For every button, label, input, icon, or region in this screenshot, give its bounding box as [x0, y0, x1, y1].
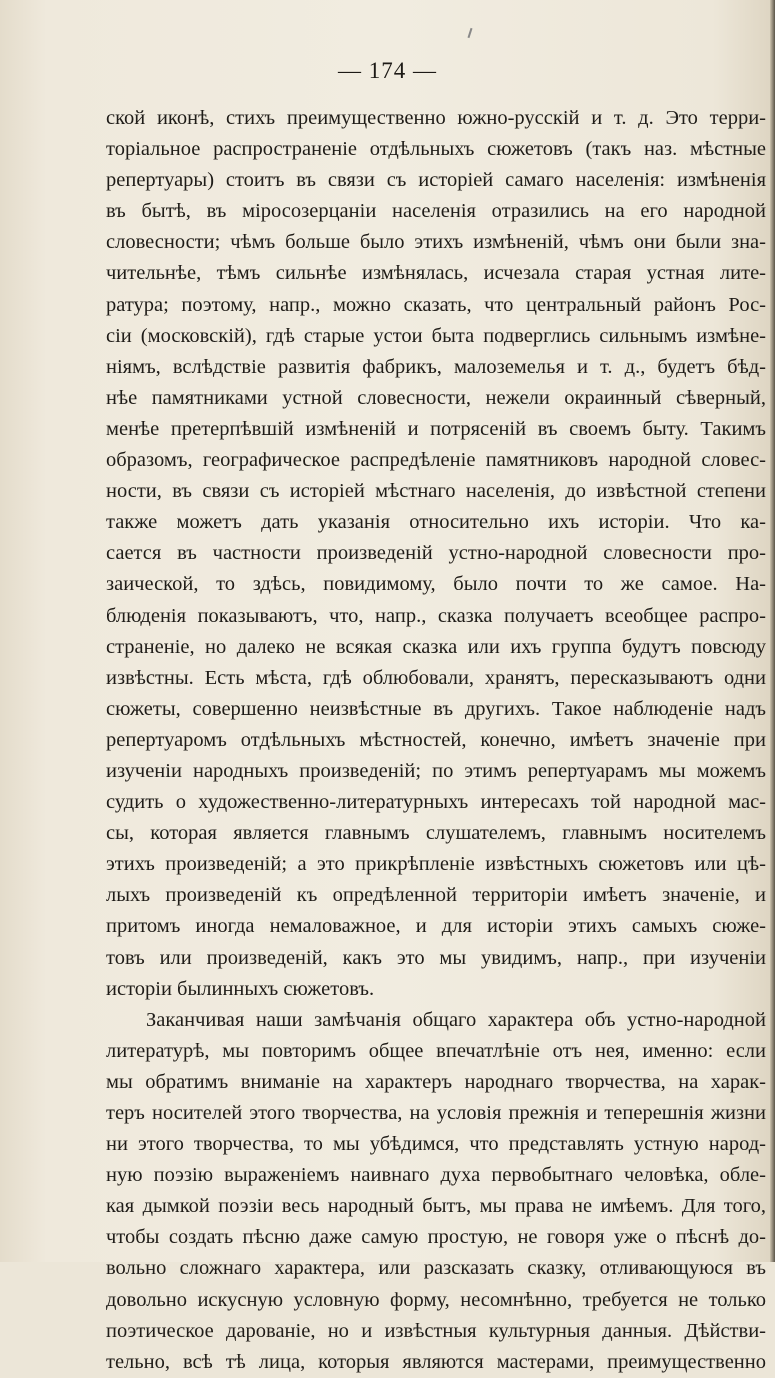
- text-line: мы обратимъ вниманіе на характеръ народнаго творчества, на харак-: [106, 1070, 766, 1093]
- text-line: блюденія показываютъ, что, напр., сказка получаетъ всеобщее распро-: [106, 604, 766, 627]
- text-line: ную поэзію выраженіемъ наивнаго духа первобытнаго человѣка, обле-: [106, 1164, 766, 1187]
- text-line: также можетъ дать указанія относительно ихъ исторіи. Что ка-: [106, 511, 766, 534]
- page-number: — 174 —: [338, 58, 437, 83]
- text-line: ни этого творчества, то мы убѣдимся, что представлять устную народ-: [106, 1133, 766, 1156]
- body-text: [106, 103, 766, 1378]
- text-line: сіи (московскій), гдѣ старые устои быта подверглись сильнымъ измѣне-: [106, 324, 766, 347]
- text-line: менѣе претерпѣвшій измѣненій и потрясеній въ своемъ быту. Такимъ: [106, 417, 766, 440]
- text-line: въ бытѣ, въ міросозерцаніи населенія отразились на его народной: [106, 200, 766, 223]
- text-line: поэтическое дарованіе, но и извѣстныя культурныя данныя. Дѣйстви-: [106, 1319, 766, 1342]
- text-line: репертуаромъ отдѣльныхъ мѣстностей, конечно, имѣетъ значеніе при: [106, 728, 766, 751]
- text-line: этихъ произведеній; а это прикрѣпленіе извѣстныхъ сюжетовъ или цѣ-: [106, 853, 766, 876]
- paragraph-end-line: исторіи былинныхъ сюжетовъ.: [106, 977, 375, 1000]
- text-line: чительнѣе, тѣмъ сильнѣе измѣнялась, исчезала старая устная лите-: [106, 262, 766, 285]
- text-line: тельно, всѣ тѣ лица, которыя являются мастерами, преимущественно: [106, 1350, 766, 1373]
- text-line: лыхъ произведеній къ опредѣленной территоріи имѣетъ значеніе, и: [106, 884, 766, 907]
- text-line: ской иконѣ, стихъ преимущественно южно-русскій и т. д. Это терри-: [106, 107, 766, 129]
- text-line: довольно искусную условную форму, несомнѣнно, требуется не только: [106, 1288, 766, 1311]
- text-line: сюжеты, совершенно неизвѣстные въ другихъ. Такое наблюденіе надъ: [106, 697, 766, 720]
- text-line: изученіи народныхъ произведеній; по этимъ репертуарамъ мы можемъ: [106, 759, 766, 782]
- text-line: извѣстны. Есть мѣста, гдѣ облюбовали, хранятъ, пересказываютъ одни: [106, 666, 766, 689]
- text-line: ніямъ, вслѣдствіе развитія фабрикъ, малоземелья и т. д., будетъ бѣд-: [106, 355, 766, 378]
- text-line: литературѣ, мы повторимъ общее впечатлѣніе отъ нея, именно: если: [106, 1039, 766, 1062]
- text-line: теръ носителей этого творчества, на условія прежнія и теперешнія жизни: [106, 1102, 766, 1124]
- text-line: нѣе памятниками устной словесности, нежели окраинный сѣверный,: [106, 386, 766, 409]
- text-line: чтобы создать пѣсню даже самую простую, не говоря уже о пѣснѣ до-: [106, 1226, 766, 1249]
- text-line: судить о художественно-литературныхъ интересахъ той народной мас-: [106, 791, 766, 814]
- text-line: кая дымкой поэзіи весь народный бытъ, мы права не имѣемъ. Для того,: [106, 1195, 766, 1218]
- text-line: товъ или произведеній, какъ это мы увидимъ, напр., при изученіи: [106, 946, 766, 969]
- text-line: заической, то здѣсь, повидимому, было почти то же самое. На-: [106, 573, 766, 596]
- page-edge-shadow: [770, 0, 775, 1262]
- text-line: сается въ частности произведеній устно-народной словесности про-: [106, 542, 766, 565]
- text-line: притомъ иногда немаловажное, и для исторіи этихъ самыхъ сюже-: [106, 915, 766, 938]
- paragraph-start-line: Заканчивая наши замѣчанія общаго характера объ устно-народной: [146, 1008, 766, 1031]
- text-line: репертуары) стоитъ въ связи съ исторіей самаго населенія: измѣненія: [106, 169, 766, 192]
- text-line: вольно сложнаго характера, или разсказать сказку, отливающуюся въ: [106, 1257, 766, 1280]
- text-line: сы, которая является главнымъ слушателемъ, главнымъ носителемъ: [106, 822, 766, 845]
- pencil-mark: [468, 28, 473, 38]
- text-line: ности, въ связи съ исторіей мѣстнаго населенія, до извѣстной степени: [106, 480, 766, 503]
- text-line: ратура; поэтому, напр., можно сказать, что центральный районъ Рос-: [106, 293, 766, 316]
- text-line: торіальное распространеніе отдѣльныхъ сюжетовъ (такъ наз. мѣстные: [106, 138, 766, 161]
- text-line: словесности; чѣмъ больше было этихъ измѣненій, чѣмъ они были зна-: [106, 231, 766, 254]
- text-line: страненіе, но далеко не всякая сказка или ихъ группа будутъ повсюду: [106, 635, 766, 658]
- text-line: образомъ, географическое распредѣленіе памятниковъ народной словес-: [106, 449, 766, 472]
